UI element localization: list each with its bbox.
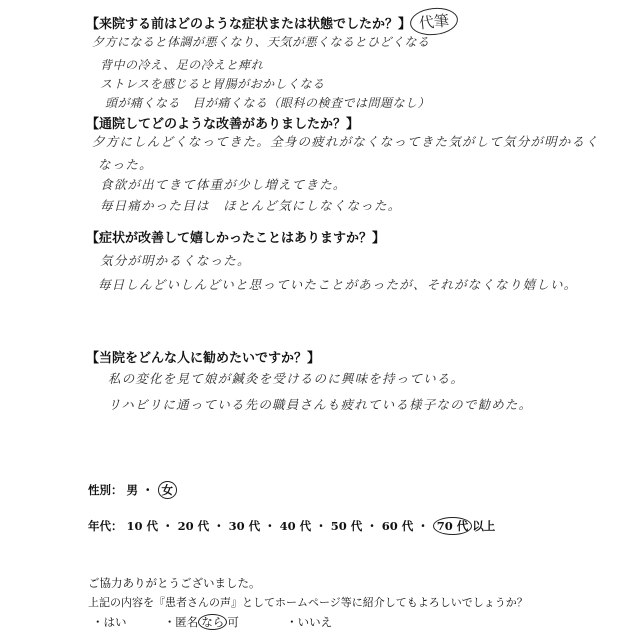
answer-4-line-1: 私の変化を見て娘が鍼灸を受けるのに興味を持っている。: [108, 371, 465, 386]
answer-1-line-3: ストレスを感じると胃腸がおかしくなる: [100, 77, 325, 91]
gender-label: 性別：: [88, 483, 123, 497]
age-separator: ・: [366, 519, 378, 533]
option-anonymous[interactable]: [164, 615, 239, 629]
age-separator: ・: [213, 519, 225, 533]
answer-2-line-2: なった。: [98, 157, 153, 172]
option-no[interactable]: ・いいえ: [286, 615, 333, 629]
option-anonymous-suffix: 可: [227, 615, 239, 629]
answer-2-line-1: 夕方にしんどくなってきた。全身の疲れがなくなってきた気がして気分が明かるく: [92, 134, 599, 149]
permission-options: [92, 614, 332, 630]
answer-1-line-2: 背中の冷え、足の冷えと痺れ: [100, 58, 264, 72]
answer-3-line-1: 気分が明かるくなった。: [100, 253, 251, 268]
question-4: 【当院をどんな人に勧めたいですか？】: [86, 351, 321, 366]
age-option-10[interactable]: 10 代: [126, 519, 159, 533]
age-option-30[interactable]: 30 代: [228, 519, 261, 533]
option-anonymous-circled: なら: [198, 614, 227, 630]
age-separator: ・: [162, 519, 174, 533]
answer-4-line-2: リハビリに通っている先の職員さんも疲れている様子なので勧めた。: [108, 397, 533, 412]
age-row: [88, 517, 495, 535]
age-option-20[interactable]: 20 代: [177, 519, 210, 533]
age-separator: ・: [315, 519, 327, 533]
thanks-text: ご協力ありがとうございました。: [88, 576, 261, 590]
age-option-40[interactable]: 40 代: [279, 519, 312, 533]
age-option-50[interactable]: 50 代: [330, 519, 363, 533]
gender-row: [88, 481, 177, 499]
age-option-70-selected[interactable]: 70 代: [433, 517, 473, 535]
age-option-70-suffix: 以上: [472, 519, 496, 533]
answer-1-line-4: 頭が痛くなる 目が痛くなる（眼科の検査では問題なし）: [105, 96, 431, 110]
answer-3-line-2: 毎日しんどいしんどいと思っていたことがあったが、それがなくなり嬉しい。: [98, 277, 578, 292]
gender-option-male[interactable]: 男: [126, 483, 139, 497]
permission-question: 上記の内容を『患者さんの声』としてホームページ等に紹介してもよろしいでしょうか？: [88, 596, 528, 609]
age-option-60[interactable]: 60 代: [381, 519, 414, 533]
question-2: 【通院してどのような改善がありましたか？】: [86, 117, 360, 132]
answer-2-line-4: 毎日痛かった目は ほとんど気にしなくなった。: [100, 198, 402, 213]
age-separator: ・: [264, 519, 276, 533]
gender-option-female-selected[interactable]: 女: [158, 481, 178, 499]
question-3: 【症状が改善して嬉しかったことはありますか？】: [86, 231, 386, 246]
age-separator: ・: [417, 519, 429, 533]
proxy-writing-stamp: 代筆: [409, 6, 460, 38]
age-label: 年代：: [88, 519, 123, 533]
option-anonymous-prefix: ・匿名: [163, 615, 199, 629]
gender-separator: ・: [142, 483, 154, 497]
answer-2-line-3: 食欲が出てきて体重が少し増えてきた。: [100, 177, 347, 192]
option-yes[interactable]: ・はい: [92, 615, 127, 629]
question-1: 【来院する前はどのような症状または状態でしたか？】: [86, 17, 412, 32]
answer-1-line-1: 夕方になると体調が悪くなり、天気が悪くなるとひどくなる: [92, 35, 430, 49]
